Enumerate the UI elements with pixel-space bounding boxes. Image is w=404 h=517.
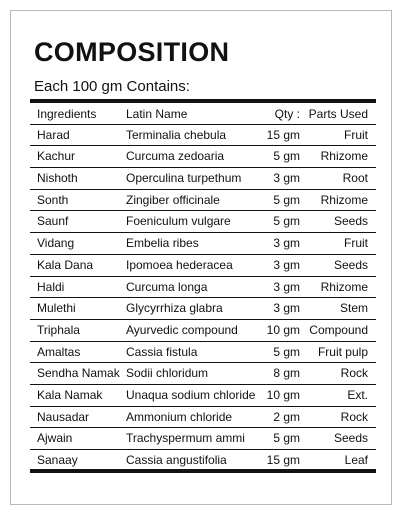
table-row (30, 168, 376, 190)
cell-qty: 2 gm (273, 409, 300, 424)
cell-latin-name: Ammonium chloride (126, 409, 233, 424)
cell-qty: 5 gm (273, 214, 300, 229)
cell-latin-name: Cassia angustifolia (126, 453, 227, 467)
cell-qty: 3 gm (273, 279, 300, 294)
composition-table (30, 103, 376, 471)
table-row (30, 407, 376, 429)
cell-part-used: Leaf (344, 453, 368, 467)
cell-ingredient: Sendha Namak (37, 366, 120, 381)
cell-qty: 3 gm (273, 301, 300, 316)
table-row (30, 385, 376, 407)
cell-latin-name: Foeniculum vulgare (126, 214, 231, 229)
cell-part-used: Rhizome (320, 279, 368, 294)
subtitle: Each 100 gm Contains: (34, 78, 190, 95)
cell-part-used: Stem (339, 301, 368, 316)
cell-ingredient: Saunf (37, 214, 69, 229)
cell-part-used: Compound (309, 322, 368, 337)
cell-ingredient: Ajwain (37, 431, 73, 446)
cell-part-used: Rhizome (320, 149, 368, 164)
cell-latin-name: Curcuma zedoaria (126, 149, 225, 164)
table-row (30, 125, 376, 147)
cell-latin-name: Ayurvedic compound (126, 322, 238, 337)
cell-part-used: Fruit (344, 236, 368, 251)
cell-part-used: Rock (340, 409, 368, 424)
cell-part-used: Rhizome (320, 192, 368, 207)
cell-qty: 3 gm (273, 236, 300, 251)
table-row (30, 363, 376, 385)
cell-latin-name: Terminalia chebula (126, 127, 227, 142)
cell-qty: 10 gm (266, 387, 300, 402)
cell-ingredient: Sanaay (37, 453, 78, 467)
cell-part-used: Fruit pulp (317, 344, 368, 359)
cell-latin-name: Trachyspermum ammi (126, 431, 245, 446)
cell-qty: 5 gm (273, 431, 300, 446)
table-row (30, 342, 376, 364)
table-bottom-rule (30, 469, 376, 473)
cell-ingredient: Haldi (37, 279, 65, 294)
cell-ingredient: Sonth (37, 192, 69, 207)
table-row (30, 233, 376, 255)
cell-ingredient: Kala Namak (37, 387, 103, 402)
cell-ingredient: Kachur (37, 149, 76, 164)
page-title: COMPOSITION (34, 37, 230, 67)
cell-qty: 15 gm (266, 453, 300, 467)
cell-ingredient: Nishoth (37, 171, 78, 186)
cell-part-used: Seeds (333, 214, 368, 229)
table-header-row (30, 103, 376, 125)
cell-qty: 3 gm (273, 257, 300, 272)
cell-part-used: Rock (340, 366, 368, 381)
table-row (30, 255, 376, 277)
table-body (30, 125, 376, 471)
table-row (30, 298, 376, 320)
cell-part-used: Root (342, 171, 368, 186)
cell-latin-name: Curcuma longa (126, 279, 208, 294)
cell-qty: 10 gm (266, 322, 300, 337)
header-parts-used: Parts Used (308, 107, 368, 121)
cell-part-used: Fruit (344, 127, 368, 142)
table-row (30, 211, 376, 233)
cell-qty: 5 gm (273, 192, 300, 207)
table-row (30, 320, 376, 342)
cell-latin-name: Embelia ribes (126, 236, 199, 251)
table-row (30, 190, 376, 212)
cell-ingredient: Amaltas (37, 344, 81, 359)
cell-ingredient: Triphala (37, 322, 80, 337)
cell-qty: 8 gm (273, 366, 300, 381)
cell-qty: 5 gm (273, 149, 300, 164)
cell-latin-name: Zingiber officinale (126, 192, 220, 207)
cell-ingredient: Mulethi (37, 301, 76, 316)
cell-latin-name: Sodii chloridum (126, 366, 209, 381)
header-qty: Qty : (274, 107, 300, 121)
cell-latin-name: Operculina turpethum (126, 171, 242, 186)
cell-ingredient: Kala Dana (37, 257, 94, 272)
cell-latin-name: Unaqua sodium chloride (126, 387, 256, 402)
header-latin-name: Latin Name (126, 107, 188, 121)
cell-ingredient: Vidang (37, 236, 75, 251)
cell-latin-name: Cassia fistula (126, 344, 198, 359)
cell-latin-name: Glycyrrhiza glabra (126, 301, 223, 316)
table-row (30, 450, 376, 471)
cell-ingredient: Nausadar (37, 409, 90, 424)
cell-qty: 5 gm (273, 344, 300, 359)
header-ingredients: Ingredients (37, 107, 97, 121)
cell-part-used: Seeds (333, 431, 368, 446)
table-row (30, 277, 376, 299)
cell-ingredient: Harad (37, 127, 70, 142)
cell-latin-name: Ipomoea hederacea (126, 257, 233, 272)
cell-part-used: Seeds (333, 257, 368, 272)
cell-part-used: Ext. (347, 387, 368, 402)
cell-qty: 15 gm (266, 127, 300, 142)
table-row (30, 428, 376, 450)
table-row (30, 146, 376, 168)
cell-qty: 3 gm (273, 171, 300, 186)
